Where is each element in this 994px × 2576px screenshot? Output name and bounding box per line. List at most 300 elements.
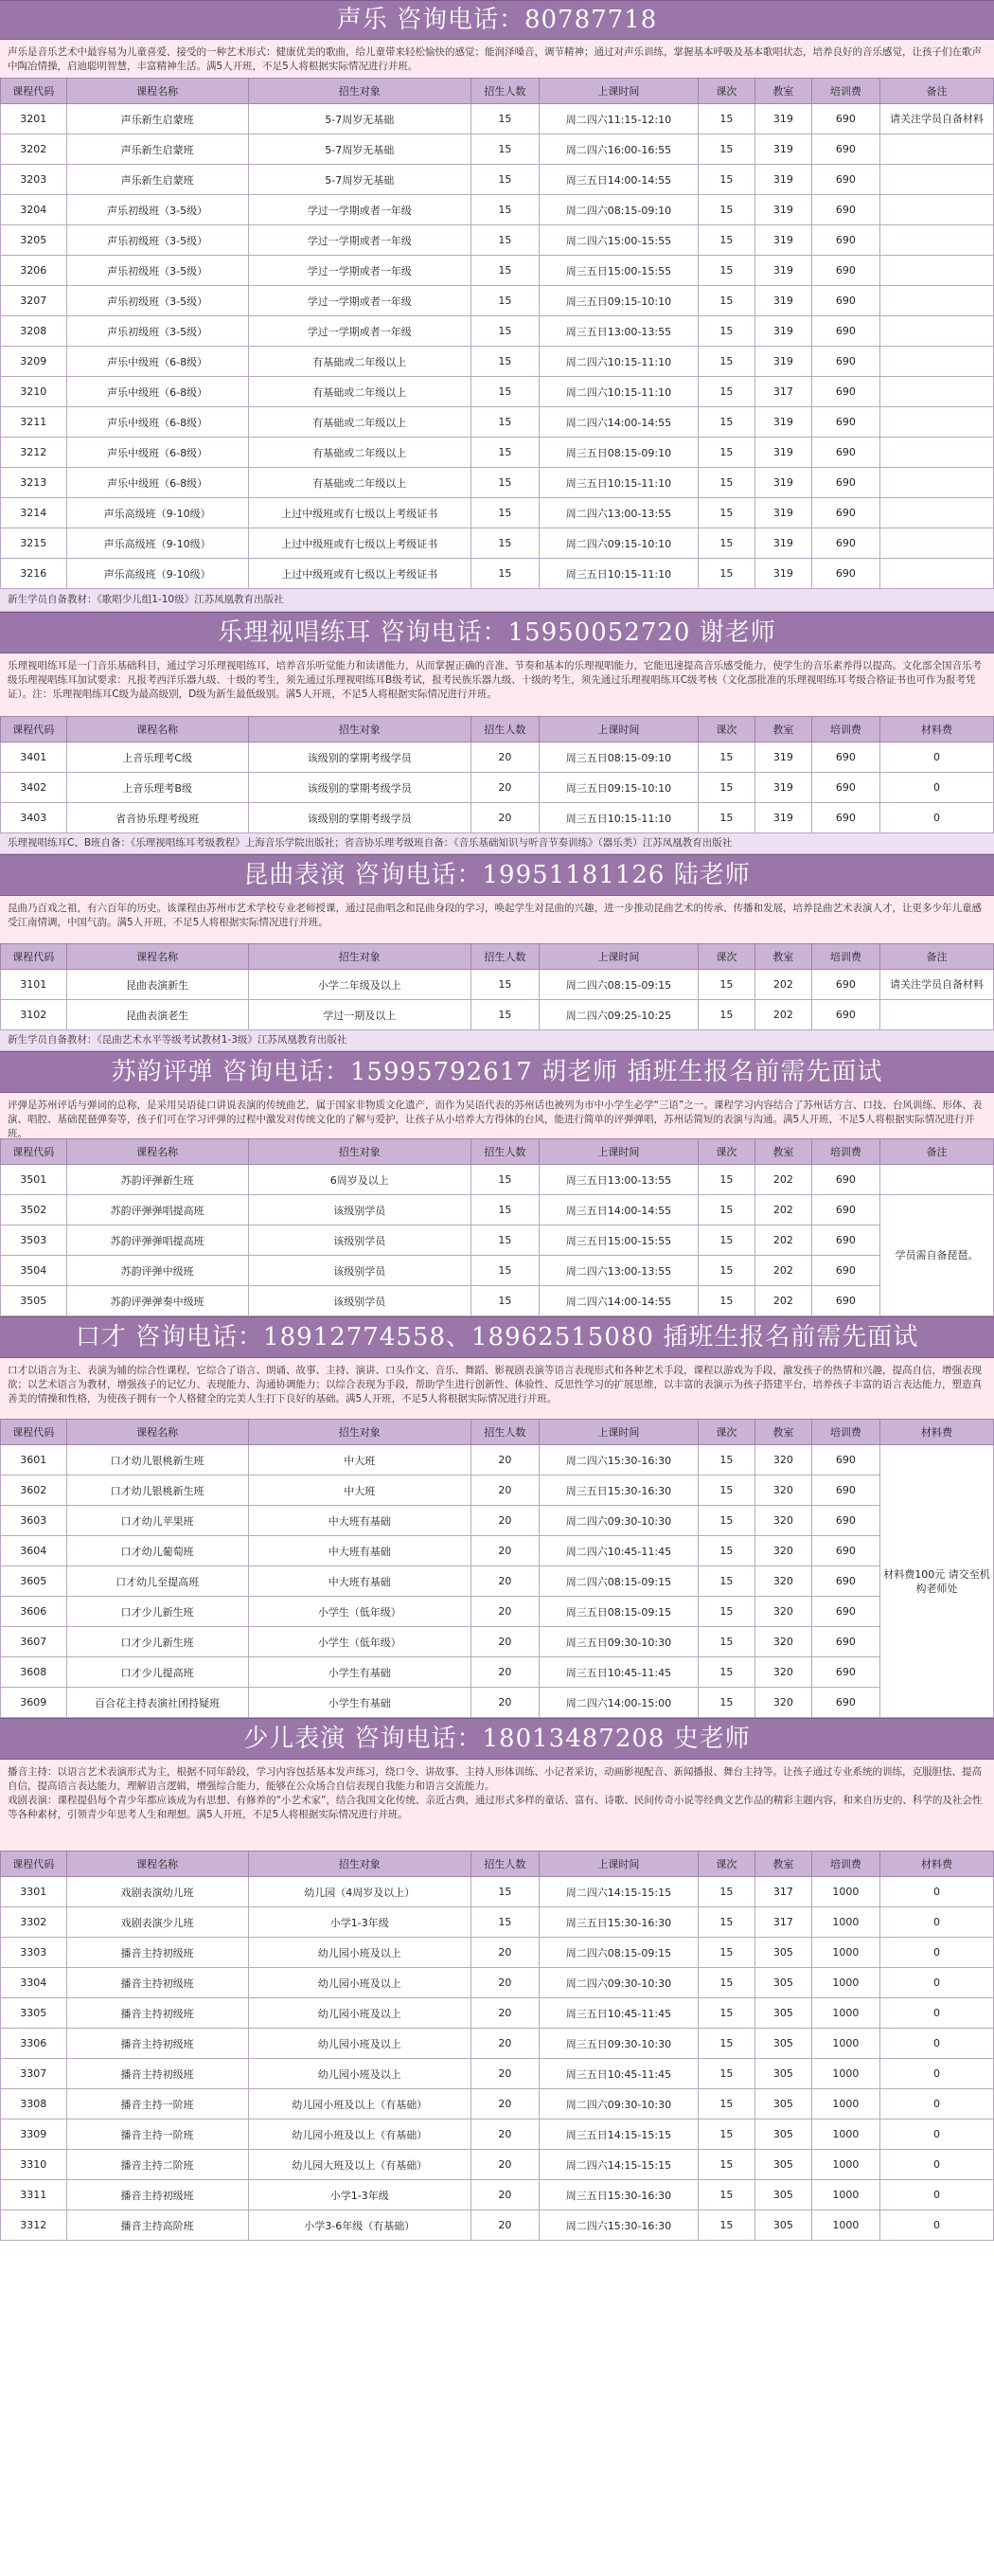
table-cell: 690	[811, 1000, 879, 1030]
table-cell: 15	[698, 2180, 754, 2210]
table-cell: 15	[470, 559, 539, 589]
table-cell: 1000	[811, 2089, 879, 2120]
table-cell: 319	[754, 256, 811, 286]
column-header: 备注	[879, 1139, 993, 1165]
table-cell: 320	[754, 1688, 811, 1718]
table-cell: 该级别学员	[248, 1225, 470, 1256]
table-cell: 15	[698, 2150, 754, 2180]
table-cell: 15	[470, 1907, 539, 1938]
table-cell: 15	[698, 1476, 754, 1506]
table-cell: 3306	[1, 2029, 67, 2059]
table-cell: 学过一学期或者一年级	[248, 195, 470, 225]
table-cell: 声乐高级班（9-10级）	[66, 528, 248, 559]
section-title: 昆曲表演 咨询电话：19951181126 陆老师	[0, 854, 994, 896]
table-cell: 3102	[1, 1000, 67, 1030]
table-cell: 20	[470, 1506, 539, 1536]
table-cell: 305	[754, 2089, 811, 2120]
table-cell: 周三五日13:00-13:55	[539, 316, 698, 347]
table-cell: 周二四六16:00-16:55	[539, 134, 698, 165]
table-cell: 口才幼儿葡萄班	[66, 1536, 248, 1566]
table-cell: 690	[811, 468, 879, 498]
table-cell: 声乐高级班（9-10级）	[66, 498, 248, 528]
table-cell: 690	[811, 1597, 879, 1627]
table-cell: 690	[811, 1566, 879, 1597]
table-row	[1, 104, 994, 134]
table-row	[1, 1225, 994, 1256]
table-cell: 播音主持初级班	[66, 1938, 248, 1968]
table-cell: 周三五日15:00-15:55	[539, 256, 698, 286]
table-cell: 播音主持初级班	[66, 1998, 248, 2029]
table-cell: 3604	[1, 1536, 67, 1566]
table-row	[1, 195, 994, 225]
table-cell: 3303	[1, 1938, 67, 1968]
table-cell: 319	[754, 773, 811, 803]
table-cell: 15	[698, 559, 754, 589]
table-cell: 690	[811, 498, 879, 528]
table-cell: 1000	[811, 1998, 879, 2029]
table-cell: 20	[470, 1657, 539, 1688]
table-cell: 15	[698, 1536, 754, 1566]
table-cell: 周二四六15:30-16:30	[539, 1445, 698, 1476]
table-cell: 305	[754, 1938, 811, 1968]
table-cell: 690	[811, 1225, 879, 1256]
table-cell: 15	[698, 1877, 754, 1907]
table-cell: 中大班有基础	[248, 1566, 470, 1597]
table-cell: 20	[470, 2059, 539, 2089]
table-cell: 有基础或二年级以上	[248, 347, 470, 377]
table-cell: 690	[811, 773, 879, 803]
table-cell: 202	[754, 1225, 811, 1256]
column-header: 课程名称	[66, 1420, 248, 1445]
table-cell: 中大班有基础	[248, 1506, 470, 1536]
table-cell: 学过一期及以上	[248, 1000, 470, 1030]
table-cell: 15	[698, 528, 754, 559]
table-row	[1, 1256, 994, 1286]
table-cell: 319	[754, 316, 811, 347]
table-cell: 周二四六11:15-12:10	[539, 104, 698, 134]
table-cell: 0	[879, 1907, 993, 1938]
course-table	[0, 716, 994, 833]
table-cell: 305	[754, 2029, 811, 2059]
column-header: 招生人数	[470, 717, 539, 742]
table-row	[1, 803, 994, 833]
table-cell: 0	[879, 803, 993, 833]
table-row	[1, 1536, 994, 1566]
column-header: 上课时间	[539, 717, 698, 742]
table-cell: 周二四六13:00-13:55	[539, 1256, 698, 1286]
table-cell: 幼儿园小班及以上（有基础）	[248, 2089, 470, 2120]
table-cell: 20	[470, 2180, 539, 2210]
table-cell: 20	[470, 1938, 539, 1968]
table-cell: 690	[811, 528, 879, 559]
table-cell: 0	[879, 1968, 993, 1998]
table-cell: 20	[470, 2150, 539, 2180]
table-cell: 有基础或二年级以上	[248, 438, 470, 468]
table-cell: 周三五日15:30-16:30	[539, 1476, 698, 1506]
table-cell: 3208	[1, 316, 67, 347]
table-cell: 15	[470, 1195, 539, 1225]
table-cell: 0	[879, 1938, 993, 1968]
column-header: 课次	[698, 1139, 754, 1165]
table-cell: 3206	[1, 256, 67, 286]
table-cell: 播音主持高阶班	[66, 2210, 248, 2241]
table-row	[1, 316, 994, 347]
table-cell: 口才幼儿苹果班	[66, 1506, 248, 1536]
table-cell	[879, 347, 993, 377]
table-row	[1, 1657, 994, 1688]
table-cell: 15	[698, 468, 754, 498]
table-cell	[879, 134, 993, 165]
table-row	[1, 2210, 994, 2241]
column-header: 课次	[698, 1420, 754, 1445]
table-cell: 戏剧表演幼儿班	[66, 1877, 248, 1907]
table-cell: 3302	[1, 1907, 67, 1938]
table-cell: 该级别的掌期考级学员	[248, 803, 470, 833]
column-header: 课程名称	[66, 1139, 248, 1165]
column-header: 课程代码	[1, 1852, 67, 1877]
table-cell: 该级别学员	[248, 1195, 470, 1225]
table-cell: 690	[811, 165, 879, 195]
table-cell: 苏韵评弹中级班	[66, 1256, 248, 1286]
table-cell: 15	[470, 1000, 539, 1030]
column-header: 课程代码	[1, 717, 67, 742]
table-cell: 小学二年级及以上	[248, 970, 470, 1000]
table-cell: 15	[698, 1627, 754, 1657]
column-header: 招生人数	[470, 1139, 539, 1165]
table-cell: 学过一学期或者一年级	[248, 286, 470, 316]
section-title: 口才 咨询电话：18912774558、18962515080 插班生报名前需先面试	[0, 1316, 994, 1358]
table-cell: 15	[698, 1286, 754, 1316]
table-cell: 该级别的掌期考级学员	[248, 742, 470, 773]
course-section	[0, 1718, 994, 2241]
table-cell: 202	[754, 1286, 811, 1316]
table-cell: 15	[470, 256, 539, 286]
table-cell: 319	[754, 498, 811, 528]
table-cell: 690	[811, 1286, 879, 1316]
column-header: 教室	[754, 1139, 811, 1165]
table-cell: 中大班	[248, 1445, 470, 1476]
table-cell: 周二四六15:30-16:30	[539, 2210, 698, 2241]
table-cell: 上过中级班或有七级以上考级证书	[248, 498, 470, 528]
table-cell: 1000	[811, 2120, 879, 2150]
table-cell: 周二四六09:30-10:30	[539, 1968, 698, 1998]
table-cell: 周三五日13:00-13:55	[539, 1165, 698, 1195]
table-cell: 0	[879, 742, 993, 773]
table-cell: 周三五日15:30-16:30	[539, 2180, 698, 2210]
table-cell: 690	[811, 1445, 879, 1476]
table-cell: 202	[754, 970, 811, 1000]
section-title: 乐理视唱练耳 咨询电话：15950052720 谢老师	[0, 612, 994, 653]
table-cell: 15	[698, 803, 754, 833]
table-cell: 3608	[1, 1657, 67, 1688]
column-header: 培训费	[811, 1420, 879, 1445]
table-cell: 3205	[1, 225, 67, 256]
table-row	[1, 1286, 994, 1316]
table-cell: 20	[470, 803, 539, 833]
table-cell: 口才少儿新生班	[66, 1627, 248, 1657]
table-cell: 播音主持初级班	[66, 2180, 248, 2210]
table-cell: 3214	[1, 498, 67, 528]
table-cell: 周三五日08:15-09:10	[539, 438, 698, 468]
table-cell: 3601	[1, 1445, 67, 1476]
table-row	[1, 773, 994, 803]
column-header: 招生对象	[248, 717, 470, 742]
table-cell: 3310	[1, 2150, 67, 2180]
table-cell: 0	[879, 2089, 993, 2120]
table-row	[1, 1998, 994, 2029]
table-cell: 305	[754, 2180, 811, 2210]
table-cell: 15	[698, 407, 754, 438]
table-cell: 20	[470, 2120, 539, 2150]
table-row	[1, 1688, 994, 1718]
course-section	[0, 1316, 994, 1718]
table-cell: 苏韵评弹弹唱提高班	[66, 1195, 248, 1225]
table-cell: 周三五日08:15-09:15	[539, 1597, 698, 1627]
table-row	[1, 2089, 994, 2120]
column-header: 招生人数	[470, 79, 539, 104]
column-header: 招生对象	[248, 1852, 470, 1877]
table-cell: 15	[698, 742, 754, 773]
table-cell: 690	[811, 1476, 879, 1506]
table-cell: 周三五日14:15-15:15	[539, 2120, 698, 2150]
table-cell	[879, 195, 993, 225]
section-description: 乐理视唱练耳是一门音乐基础科目，通过学习乐理视唱练耳，培养音乐听觉能力和读谱能力，从而掌握正确的音准、节奏和基本的乐理视唱能力，它能迅速提高音乐感受能力，使学生的音乐素养得以提高。文化部全国音乐考级乐理视唱练耳加试要求：凡报考西洋乐器九级、十级的考生，须先通过乐理视唱练耳B级考试，报考民族乐器九级、十级的考生，须先通过乐理视唱练耳C级考核（文化部批准的乐理视唱练耳考级合格证书也可作为报考凭证）。注：乐理视唱练耳C级为最高级别，D级为新生最低级别。满5人开班，不足5人将根据实际情况进行并班。	[0, 653, 994, 716]
course-section	[0, 854, 994, 1051]
table-cell: 苏韵评弹新生班	[66, 1165, 248, 1195]
table-cell: 3209	[1, 347, 67, 377]
table-cell: 15	[698, 1225, 754, 1256]
table-cell: 幼儿园小班及以上	[248, 1998, 470, 2029]
table-cell: 声乐新生启蒙班	[66, 134, 248, 165]
table-cell: 690	[811, 377, 879, 407]
remark-cell: 请关注学员自备材料	[879, 970, 993, 1000]
table-row	[1, 2150, 994, 2180]
table-cell: 690	[811, 286, 879, 316]
column-header: 招生对象	[248, 79, 470, 104]
table-cell: 周三五日10:15-11:10	[539, 468, 698, 498]
table-cell	[879, 407, 993, 438]
table-cell: 1000	[811, 1907, 879, 1938]
table-row	[1, 2029, 994, 2059]
remark-cell: 请关注学员自备材料	[879, 104, 993, 134]
table-cell: 小学生有基础	[248, 1657, 470, 1688]
table-row	[1, 2180, 994, 2210]
table-cell: 幼儿园（4周岁及以上）	[248, 1877, 470, 1907]
column-header: 材料费	[879, 1852, 993, 1877]
table-cell: 15	[698, 1195, 754, 1225]
table-cell: 15	[698, 2120, 754, 2150]
table-cell: 15	[698, 2210, 754, 2241]
table-cell: 20	[470, 1968, 539, 1998]
table-cell: 3609	[1, 1688, 67, 1718]
table-cell: 周三五日10:45-11:45	[539, 1998, 698, 2029]
table-cell: 周二四六09:25-10:25	[539, 1000, 698, 1030]
column-header: 课程名称	[66, 79, 248, 104]
table-header-row	[1, 1852, 994, 1877]
table-cell: 小学生有基础	[248, 1688, 470, 1718]
table-cell: 15	[698, 165, 754, 195]
table-cell: 15	[698, 377, 754, 407]
table-cell: 15	[470, 498, 539, 528]
table-cell: 周三五日10:15-11:10	[539, 803, 698, 833]
table-cell: 小学生（低年级）	[248, 1597, 470, 1627]
table-cell: 上音乐理考C级	[66, 742, 248, 773]
textbook-note: 新生学员自备教材：《昆曲艺术水平等级考试教材1-3级》江苏凤凰教育出版社	[0, 1030, 994, 1051]
table-cell: 690	[811, 970, 879, 1000]
table-cell: 320	[754, 1476, 811, 1506]
table-cell: 声乐初级班（3-5级）	[66, 316, 248, 347]
table-cell: 上过中级班或有七级以上考级证书	[248, 559, 470, 589]
column-header: 课次	[698, 944, 754, 970]
table-cell: 昆曲表演老生	[66, 1000, 248, 1030]
table-cell: 中大班	[248, 1476, 470, 1506]
table-row	[1, 286, 994, 316]
table-row	[1, 742, 994, 773]
table-cell: 20	[470, 1627, 539, 1657]
table-cell: 15	[470, 1165, 539, 1195]
table-cell: 中大班有基础	[248, 1536, 470, 1566]
table-cell: 幼儿园小班及以上	[248, 2059, 470, 2089]
table-cell: 百合花主持表演社团持疑班	[66, 1688, 248, 1718]
table-cell: 3401	[1, 742, 67, 773]
table-cell	[879, 1000, 993, 1030]
table-cell: 周二四六08:15-09:15	[539, 1566, 698, 1597]
table-cell: 0	[879, 2029, 993, 2059]
table-cell: 20	[470, 742, 539, 773]
table-cell: 周三五日10:45-11:45	[539, 1657, 698, 1688]
table-cell: 3210	[1, 377, 67, 407]
table-row	[1, 2120, 994, 2150]
table-cell: 15	[698, 2029, 754, 2059]
table-cell: 319	[754, 528, 811, 559]
table-cell: 上过中级班或有七级以上考级证书	[248, 528, 470, 559]
table-cell: 320	[754, 1445, 811, 1476]
table-header-row	[1, 717, 994, 742]
column-header: 教室	[754, 1852, 811, 1877]
table-cell: 15	[698, 773, 754, 803]
column-header: 课程代码	[1, 79, 67, 104]
table-cell: 3312	[1, 2210, 67, 2241]
column-header: 上课时间	[539, 1139, 698, 1165]
table-cell: 声乐高级班（9-10级）	[66, 559, 248, 589]
table-cell: 690	[811, 256, 879, 286]
table-cell: 周二四六08:15-09:15	[539, 1938, 698, 1968]
table-row	[1, 1968, 994, 1998]
column-header: 课程代码	[1, 1139, 67, 1165]
table-cell: 305	[754, 2059, 811, 2089]
column-header: 材料费	[879, 1420, 993, 1445]
table-cell: 3213	[1, 468, 67, 498]
table-cell: 319	[754, 468, 811, 498]
table-cell	[879, 225, 993, 256]
table-cell: 3502	[1, 1195, 67, 1225]
table-cell: 15	[470, 165, 539, 195]
table-row	[1, 498, 994, 528]
table-cell: 声乐新生启蒙班	[66, 165, 248, 195]
table-cell: 3304	[1, 1968, 67, 1998]
table-cell: 15	[698, 1165, 754, 1195]
table-cell: 播音主持一阶班	[66, 2120, 248, 2150]
table-cell: 317	[754, 1907, 811, 1938]
table-cell: 0	[879, 2120, 993, 2150]
table-cell: 15	[470, 195, 539, 225]
table-cell: 学过一学期或者一年级	[248, 316, 470, 347]
table-cell: 20	[470, 2029, 539, 2059]
table-cell	[879, 286, 993, 316]
table-cell: 15	[470, 970, 539, 1000]
column-header: 课次	[698, 717, 754, 742]
table-cell: 15	[698, 1256, 754, 1286]
table-cell: 690	[811, 347, 879, 377]
table-cell: 播音主持二阶班	[66, 2150, 248, 2180]
table-cell: 3307	[1, 2059, 67, 2089]
table-cell: 690	[811, 134, 879, 165]
table-cell: 周三五日10:15-11:10	[539, 559, 698, 589]
table-cell: 幼儿园小班及以上	[248, 1938, 470, 1968]
table-cell: 15	[470, 528, 539, 559]
section-description: 评弹是苏州评话与弹词的总称，是采用吴语徒口讲说表演的传统曲艺，属于国家非物质文化遗产，而作为吴语代表的苏州话也被列为市中小学生必学“三语”之一。课程学习内容结合了苏州话方言、口技、台风训练、形体、表演、唱腔、基础琵琶弹奏等，孩子们可在学习评弹的过程中激发对传统文化的了解与爱护，让孩子从小培养大方得体的台风，能进行简单的评弹弹唱，苏州话简短的表演与沟通。满5人开班，不足5人将根据实际情况进行并班。	[0, 1093, 994, 1138]
table-cell: 周三五日09:30-10:30	[539, 1627, 698, 1657]
table-cell: 690	[811, 559, 879, 589]
table-cell: 幼儿园大班及以上（有基础）	[248, 2150, 470, 2180]
table-cell: 20	[470, 1688, 539, 1718]
table-row	[1, 1627, 994, 1657]
table-cell	[879, 559, 993, 589]
table-cell: 6周岁及以上	[248, 1165, 470, 1195]
table-cell: 3305	[1, 1998, 67, 2029]
table-cell: 3501	[1, 1165, 67, 1195]
table-cell: 20	[470, 2089, 539, 2120]
table-cell: 该级别学员	[248, 1256, 470, 1286]
column-header: 招生对象	[248, 944, 470, 970]
table-cell: 690	[811, 1506, 879, 1536]
table-cell: 690	[811, 104, 879, 134]
table-cell: 15	[698, 1000, 754, 1030]
table-cell: 周二四六08:15-09:15	[539, 970, 698, 1000]
table-cell: 周二四六15:00-15:55	[539, 225, 698, 256]
table-cell: 周二四六09:30-10:30	[539, 1506, 698, 1536]
table-header-row	[1, 1420, 994, 1445]
table-row	[1, 377, 994, 407]
table-cell	[879, 165, 993, 195]
table-cell: 690	[811, 1657, 879, 1688]
table-cell: 319	[754, 225, 811, 256]
table-cell: 15	[470, 438, 539, 468]
table-row	[1, 1877, 994, 1907]
table-cell: 15	[698, 104, 754, 134]
column-header: 招生对象	[248, 1139, 470, 1165]
table-cell: 周三五日09:15-10:10	[539, 773, 698, 803]
table-cell: 690	[811, 1256, 879, 1286]
table-cell: 3202	[1, 134, 67, 165]
table-cell: 3603	[1, 1506, 67, 1536]
table-cell: 声乐初级班（3-5级）	[66, 195, 248, 225]
table-cell: 690	[811, 1536, 879, 1566]
table-cell	[879, 438, 993, 468]
table-cell: 昆曲表演新生	[66, 970, 248, 1000]
table-row	[1, 970, 994, 1000]
table-cell: 周三五日15:30-16:30	[539, 1907, 698, 1938]
table-cell: 320	[754, 1536, 811, 1566]
table-cell: 15	[470, 225, 539, 256]
table-cell: 周二四六14:00-14:55	[539, 407, 698, 438]
table-cell: 320	[754, 1566, 811, 1597]
table-cell: 声乐中级班（6-8级）	[66, 377, 248, 407]
column-header: 课次	[698, 1852, 754, 1877]
column-header: 备注	[879, 944, 993, 970]
table-cell: 声乐新生启蒙班	[66, 104, 248, 134]
table-cell: 上音乐理考B级	[66, 773, 248, 803]
